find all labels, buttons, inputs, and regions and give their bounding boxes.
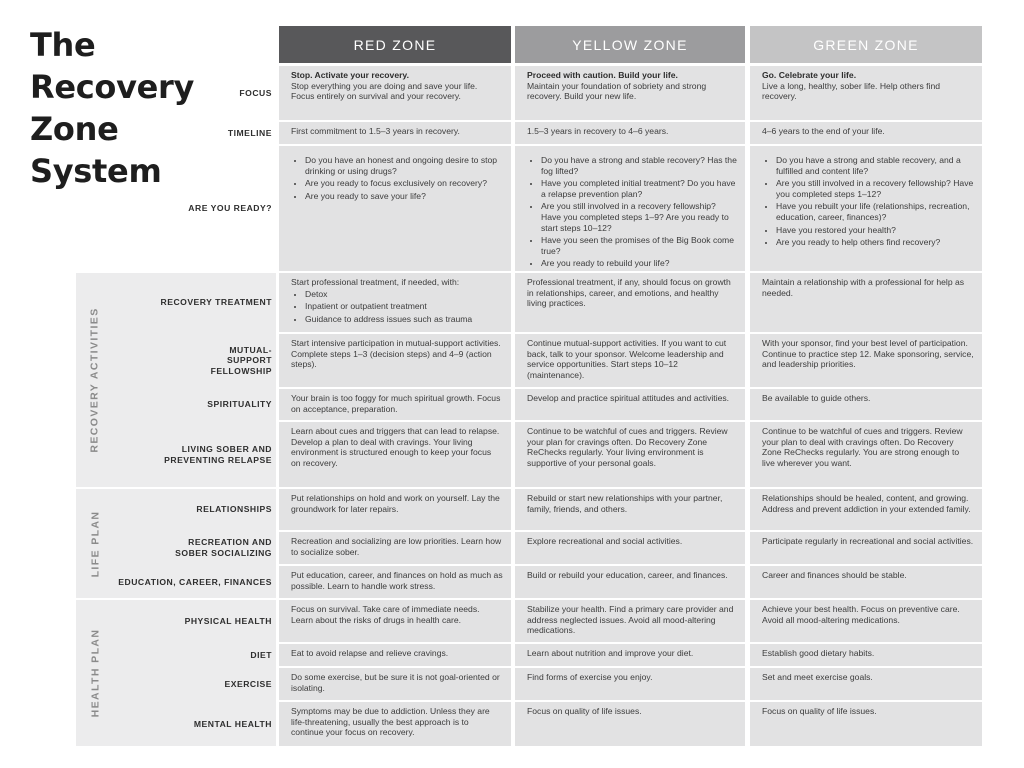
cell-text: Maintain your foundation of sobriety and strong recovery. Build your new life.	[527, 80, 707, 102]
cell-text: Find forms of exercise you enjoy.	[527, 672, 653, 682]
title-line-3: Zone	[30, 110, 119, 148]
row-label-relationships: RELATIONSHIPS	[196, 504, 272, 515]
group-label-recovery: RECOVERY ACTIVITIES	[89, 307, 102, 453]
cell-green-zone	[750, 122, 982, 144]
cell-text: Be available to guide others.	[762, 393, 871, 403]
cell-red-zone	[279, 122, 511, 144]
cell-red-zone	[279, 566, 511, 598]
cell-text: First commitment to 1.5–3 years in recovery.	[291, 126, 460, 136]
row-label-timeline: TIMELINE	[227, 127, 272, 138]
cell-yellow-zone	[515, 389, 745, 420]
cell-text: Professional treatment, if any, should focus on growth in relationships, career, and emotions, and healthy living practices.	[527, 277, 731, 309]
cell-lead: Proceed with caution. Build your life.	[527, 70, 678, 80]
cell-bullet: • Guidance to address issues such as trauma	[305, 314, 503, 325]
cell-text: Explore recreational and social activities.	[527, 536, 683, 546]
cell-text: Eat to avoid relapse and relieve cravings.	[291, 648, 449, 658]
cell-green-zone	[750, 334, 982, 387]
cell-text: Continue to be watchful of cues and triggers. Review your plan for cravings often. Do Recovery Zone ReChecks regularly. Your living environment is supportive of your personal goals.	[527, 426, 728, 468]
cell-bullet: • Do you have a strong and stable recovery? Has the fog lifted?	[541, 155, 737, 176]
cell-lead: Stop. Activate your recovery.	[291, 70, 409, 80]
cell-green-zone	[750, 644, 982, 666]
cell-green-zone	[750, 489, 982, 530]
cell-text: Symptoms may be due to addiction. Unless they are life-threatening, usually the best approach is to continue your focus on recovery.	[291, 706, 490, 738]
cell-green-zone	[750, 668, 982, 700]
cell-bullet: • Have you restored your health?	[776, 225, 974, 236]
cell-yellow-zone	[515, 702, 745, 746]
cell-bullet-list	[291, 289, 503, 325]
cell-text: Career and finances should be stable.	[762, 570, 907, 580]
row-label-recovery-treatment: RECOVERY TREATMENT	[160, 297, 272, 308]
cell-text: With your sponsor, find your best level of participation. Continue to practice step 12. Make sponsoring, service, and leadership priorities.	[762, 338, 974, 370]
cell-yellow-zone	[515, 146, 745, 271]
cell-bullet: • Are you ready to rebuild your life?	[541, 258, 737, 269]
cell-green-zone	[750, 273, 982, 332]
cell-bullet: • Have you seen the promises of the Big Book come true?	[541, 235, 737, 256]
cell-bullet: • Do you have a strong and stable recovery, and a fulfilled and content life?	[776, 155, 974, 176]
cell-bullet: • Are you ready to save your life?	[305, 191, 503, 202]
cell-yellow-zone	[515, 334, 745, 387]
cell-text: Start intensive participation in mutual-support activities. Complete steps 1–3 (decision steps) and 4–9 (action steps).	[291, 338, 501, 370]
cell-yellow-zone	[515, 66, 745, 120]
cell-yellow-zone	[515, 644, 745, 666]
title-line-4: System	[30, 152, 162, 190]
cell-text: Recreation and socializing are low priorities. Learn how to socialize sober.	[291, 536, 502, 557]
row-label-living-sober: LIVING SOBER AND PREVENTING RELAPSE	[164, 443, 272, 465]
cell-text: Maintain a relationship with a professional for help as needed.	[762, 277, 965, 298]
cell-text: Live a long, healthy, sober life. Help others find recovery.	[762, 80, 941, 102]
cell-text: Continue mutual-support activities. If you want to cut back, talk to your sponsor. Welcome leadership and service opportunities. Start steps 10–12 (maintenance).	[527, 338, 727, 380]
cell-red-zone	[279, 644, 511, 666]
row-label-are-you-ready: ARE YOU READY?	[188, 203, 272, 214]
cell-bullet-list	[527, 155, 737, 269]
cell-text: Stop everything you are doing and save your life. Focus entirely on survival and your recovery.	[291, 80, 478, 102]
cell-text: Focus on quality of life issues.	[527, 706, 642, 716]
cell-text: 4–6 years to the end of your life.	[762, 126, 885, 136]
cell-red-zone	[279, 334, 511, 387]
title-line-2: Recovery	[30, 68, 195, 106]
cell-bullet: • Have you completed initial treatment? Do you have a relapse prevention plan?	[541, 178, 737, 199]
cell-yellow-zone	[515, 600, 745, 642]
cell-red-zone	[279, 146, 511, 271]
row-label-recreation: RECREATION AND SOBER SOCIALIZING	[175, 537, 272, 558]
cell-red-zone	[279, 600, 511, 642]
cell-red-zone	[279, 702, 511, 746]
cell-text: Focus on survival. Take care of immediate needs. Learn about the risks of drugs in health care.	[291, 604, 480, 625]
cell-yellow-zone	[515, 668, 745, 700]
cell-yellow-zone	[515, 273, 745, 332]
cell-bullet: • Do you have an honest and ongoing desire to stop drinking or using drugs?	[305, 155, 503, 176]
cell-bullet: • Are you still involved in a recovery fellowship? Have you completed steps 1–9? Are you ready to start steps 10–12?	[541, 201, 737, 233]
row-label-exercise: EXERCISE	[224, 678, 272, 689]
cell-text: 1.5–3 years in recovery to 4–6 years.	[527, 126, 669, 136]
cell-bullet: • Are you ready to help others find recovery?	[776, 237, 974, 248]
cell-text: Put relationships on hold and work on yourself. Lay the groundwork for later repairs.	[291, 493, 500, 514]
cell-text: Do some exercise, but be sure it is not goal-oriented or isolating.	[291, 672, 500, 693]
group-label-health: HEALTH PLAN	[89, 628, 102, 718]
row-label-mental-health: MENTAL HEALTH	[193, 718, 272, 729]
cell-text: Relationships should be healed, content, and growing. Address and prevent addiction in your extended family.	[762, 493, 971, 514]
cell-green-zone	[750, 389, 982, 420]
cell-text: Focus on quality of life issues.	[762, 706, 877, 716]
cell-text: Rebuild or start new relationships with your partner, family, friends, and others.	[527, 493, 723, 514]
cell-green-zone	[750, 422, 982, 487]
header-green-zone: GREEN ZONE	[750, 26, 982, 63]
cell-green-zone	[750, 146, 982, 271]
cell-text: Establish good dietary habits.	[762, 648, 875, 658]
cell-bullet-list	[762, 155, 974, 248]
cell-bullet: • Inpatient or outpatient treatment	[305, 301, 503, 312]
cell-red-zone	[279, 422, 511, 487]
cell-yellow-zone	[515, 489, 745, 530]
row-label-focus: FOCUS	[239, 87, 272, 98]
row-label-physical-health: PHYSICAL HEALTH	[184, 615, 272, 626]
row-label-mutual-support-fellowship: MUTUAL-SUPPORT FELLOWSHIP	[210, 344, 272, 376]
cell-green-zone	[750, 532, 982, 564]
cell-bullet: • Detox	[305, 289, 503, 300]
cell-bullet: • Have you rebuilt your life (relationships, recreation, education, career, finances)?	[776, 201, 974, 222]
cell-red-zone	[279, 668, 511, 700]
cell-bullet: • Are you ready to focus exclusively on recovery?	[305, 178, 503, 189]
row-label-spirituality: SPIRITUALITY	[207, 399, 272, 410]
cell-text: Continue to be watchful of cues and triggers. Review your plan to deal with cravings often. Do Recovery Zone ReChecks regularly. You are strong enough to live wherever you want.	[762, 426, 963, 468]
title-line-1: The	[30, 26, 96, 64]
row-label-diet: DIET	[250, 649, 272, 660]
cell-text: Put education, career, and finances on hold as much as possible. Learn to handle work stress.	[291, 570, 503, 591]
cell-green-zone	[750, 702, 982, 746]
group-label-life: LIFE PLAN	[89, 510, 102, 577]
header-red-zone: RED ZONE	[279, 26, 511, 63]
cell-text: Your brain is too foggy for much spiritual growth. Focus on acceptance, preparation.	[291, 393, 501, 414]
cell-green-zone	[750, 600, 982, 642]
cell-bullet: • Are you still involved in a recovery fellowship? Have you completed steps 1–12?	[776, 178, 974, 199]
cell-text: Build or rebuild your education, career, and finances.	[527, 570, 728, 580]
cell-text: Participate regularly in recreational and social activities.	[762, 536, 974, 546]
cell-yellow-zone	[515, 532, 745, 564]
cell-text: Achieve your best health. Focus on preventive care. Avoid all mood-altering medications.	[762, 604, 960, 625]
cell-text: Set and meet exercise goals.	[762, 672, 873, 682]
cell-lead: Go. Celebrate your life.	[762, 70, 857, 80]
cell-yellow-zone	[515, 122, 745, 144]
cell-text: Stabilize your health. Find a primary care provider and address neglected issues. Avoid all mood-altering medications.	[527, 604, 734, 636]
cell-text: Learn about cues and triggers that can lead to relapse. Develop a plan to deal with cravings. Your living environment is structured enough to keep your focus on recovery.	[291, 426, 500, 468]
cell-red-zone	[279, 532, 511, 564]
cell-yellow-zone	[515, 422, 745, 487]
cell-red-zone	[279, 273, 511, 332]
cell-yellow-zone	[515, 566, 745, 598]
cell-text: Learn about nutrition and improve your diet.	[527, 648, 694, 658]
cell-green-zone	[750, 66, 982, 120]
cell-red-zone	[279, 389, 511, 420]
cell-text: Develop and practice spiritual attitudes and activities.	[527, 393, 730, 403]
cell-text: Start professional treatment, if needed, with:	[291, 277, 460, 287]
cell-green-zone	[750, 566, 982, 598]
cell-red-zone	[279, 66, 511, 120]
row-label-education: EDUCATION, CAREER, FINANCES	[118, 576, 272, 587]
header-yellow-zone: YELLOW ZONE	[515, 26, 745, 63]
cell-red-zone	[279, 489, 511, 530]
cell-bullet-list	[291, 155, 503, 201]
